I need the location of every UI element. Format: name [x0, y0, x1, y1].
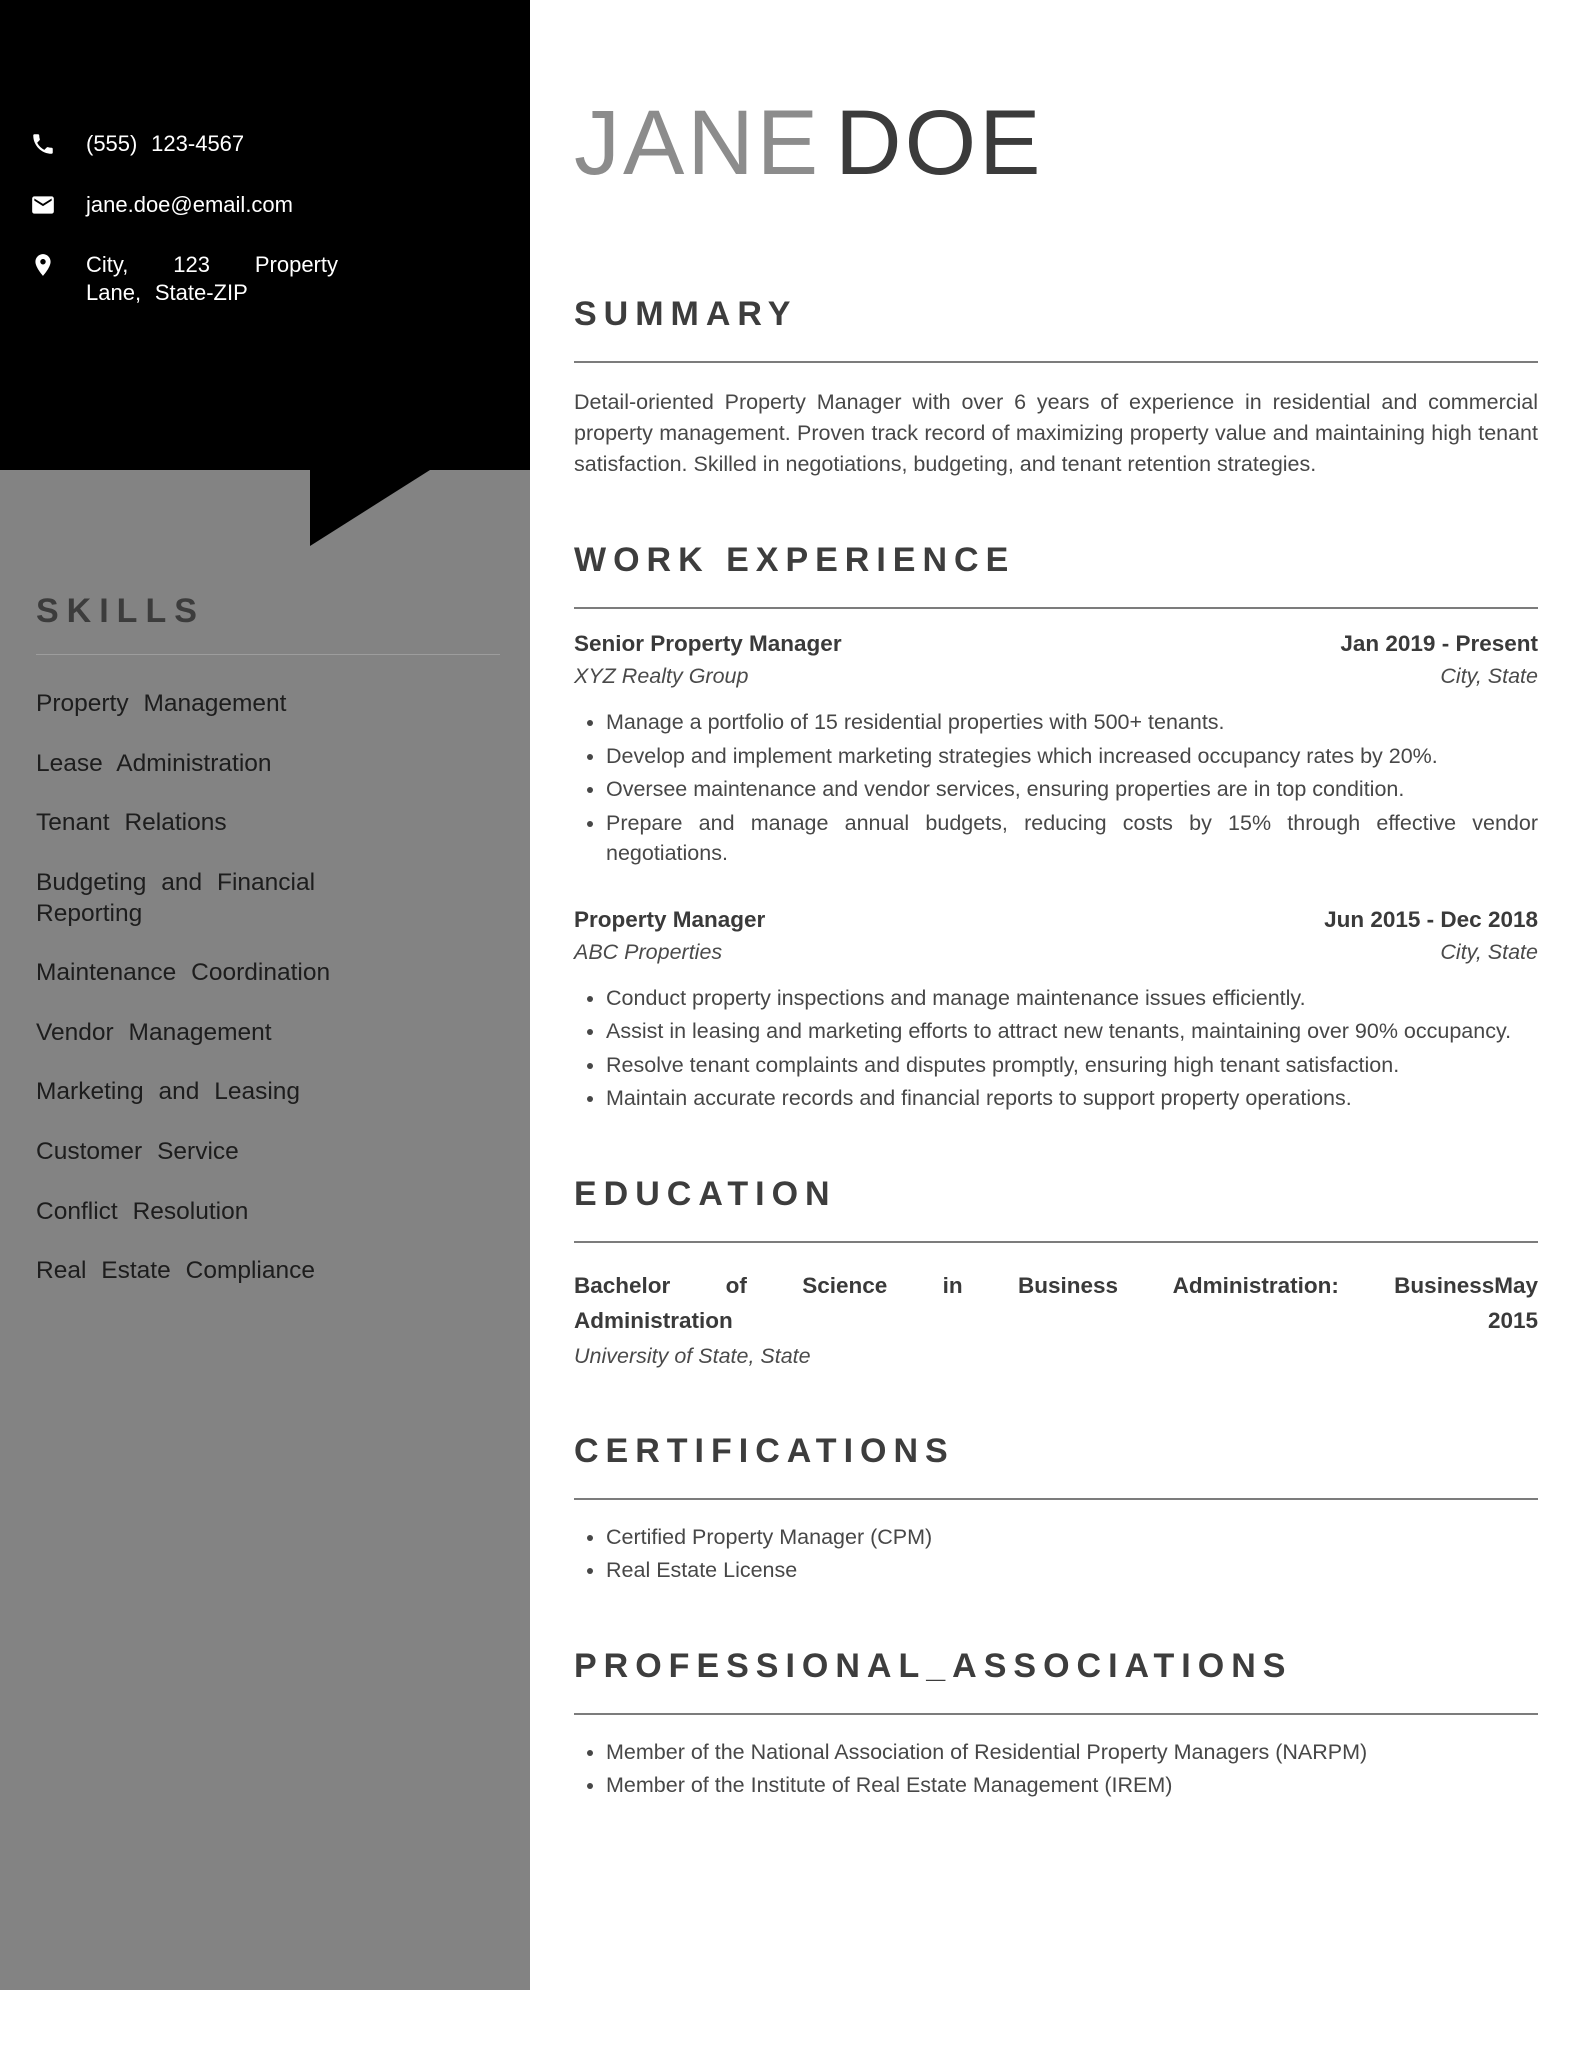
certification-item: • Real Estate License	[606, 1555, 1538, 1586]
job-location: City, State	[1440, 664, 1538, 689]
section-divider	[574, 1713, 1538, 1715]
skills-list	[36, 689, 500, 1287]
skill-item: Maintenance Coordination	[36, 959, 331, 987]
degree-wrap-line	[574, 1306, 1538, 1335]
job-location: City, State	[1440, 939, 1538, 964]
job-bullet-list	[574, 983, 1538, 1114]
summary-heading: SUMMARY	[574, 295, 798, 334]
first-name: JANE	[574, 92, 822, 194]
work-experience-heading: WORK EXPERIENCE	[574, 541, 1016, 580]
work-experience-section	[574, 540, 1538, 1114]
contact-address-row	[30, 251, 500, 306]
location-icon	[30, 252, 56, 278]
skill-item: Customer Service	[36, 1138, 239, 1165]
job-dates: Jun 2015 - Dec 2018	[1324, 906, 1538, 932]
section-divider	[574, 1498, 1538, 1500]
job-dates: Jan 2019 - Present	[1340, 630, 1538, 656]
section-divider	[574, 1241, 1538, 1243]
job-entry	[574, 629, 1538, 869]
job-bullet: • Resolve tenant complaints and disputes promptly, ensuring high tenant satisfaction.	[606, 1050, 1538, 1081]
skills-divider	[36, 654, 500, 655]
job-title: Property Manager	[574, 906, 766, 932]
phone-number: (555) 123-4567	[86, 131, 245, 156]
job-subheader	[574, 939, 1538, 967]
skills-heading: SKILLS	[36, 592, 205, 630]
education-section	[574, 1174, 1538, 1371]
section-divider	[574, 607, 1538, 609]
summary-section	[574, 294, 1538, 480]
job-header	[574, 629, 1538, 658]
job-bullet: • Develop and implement marketing strategies which increased occupancy rates by 20%.	[606, 741, 1538, 772]
phone-icon	[30, 131, 56, 157]
job-bullet: • Assist in leasing and marketing efforts to attract new tenants, maintaining over 90% occupancy.	[606, 1016, 1538, 1047]
candidate-name	[574, 88, 1538, 198]
job-bullet: • Manage a portfolio of 15 residential properties with 500+ tenants.	[606, 707, 1538, 738]
job-header	[574, 905, 1538, 934]
skill-item: Vendor Management	[36, 1018, 272, 1046]
degree-and-date-line: Bachelor of Science in Business Administration: BusinessMay	[574, 1272, 1538, 1298]
job-title: Senior Property Manager	[574, 630, 842, 656]
certifications-list	[574, 1522, 1538, 1586]
associations-section	[574, 1646, 1538, 1801]
job-bullet: • Maintain accurate records and financial reports to support property operations.	[606, 1083, 1538, 1114]
contact-block	[0, 130, 530, 339]
skills-section	[36, 592, 500, 1287]
associations-list	[574, 1737, 1538, 1801]
job-company: XYZ Realty Group	[574, 664, 749, 689]
job-bullet-list	[574, 707, 1538, 869]
last-name: DOE	[835, 92, 1044, 194]
degree-continued: Administration	[574, 1307, 733, 1333]
section-divider	[574, 361, 1538, 363]
contact-email-row	[30, 191, 500, 219]
associations-heading: PROFESSIONAL_ASSOCIATIONS	[574, 1646, 1293, 1685]
skill-item: Marketing and Leasing	[36, 1078, 301, 1106]
skill-item: Lease Administration	[36, 749, 272, 777]
graduation-year: 2015	[1487, 1307, 1538, 1333]
skill-item: Real Estate Compliance	[36, 1257, 315, 1285]
main-column	[530, 0, 1588, 1801]
job-entry	[574, 905, 1538, 1114]
certification-item: • Certified Property Manager (CPM)	[606, 1522, 1538, 1553]
association-item: • Member of the Institute of Real Estate Management (IREM)	[606, 1770, 1538, 1801]
email-icon	[30, 192, 56, 218]
job-bullet: • Conduct property inspections and manage maintenance issues efficiently.	[606, 983, 1538, 1014]
skill-item: Budgeting and Financial Reporting	[36, 868, 316, 927]
skill-item: Tenant Relations	[36, 809, 227, 837]
summary-text: Detail-oriented Property Manager with over 6 years of experience in residential and commercial property management. Proven track record of maximizing property value and maintaining high tenant satisfaction. Skilled in negotiations, budgeting, and tenant retention strategies.	[574, 390, 1538, 477]
skill-item: Property Management	[36, 690, 287, 717]
contact-phone-row	[30, 130, 500, 158]
job-company: ABC Properties	[574, 939, 723, 964]
job-bullet: • Prepare and manage annual budgets, reducing costs by 15% through effective vendor negotiations.	[606, 808, 1538, 869]
certifications-section	[574, 1431, 1538, 1586]
job-bullet: • Oversee maintenance and vendor services, ensuring properties are in top condition.	[606, 774, 1538, 805]
education-heading: EDUCATION	[574, 1174, 837, 1213]
school-name: University of State, State	[574, 1344, 811, 1369]
association-item: • Member of the National Association of Residential Property Managers (NARPM)	[606, 1737, 1538, 1768]
skill-item: Conflict Resolution	[36, 1197, 249, 1225]
job-subheader	[574, 663, 1538, 691]
email-address: jane.doe@email.com	[86, 191, 293, 217]
mailing-address: City, 123 Property Lane, State-ZIP	[86, 252, 338, 305]
certifications-heading: CERTIFICATIONS	[574, 1432, 955, 1471]
